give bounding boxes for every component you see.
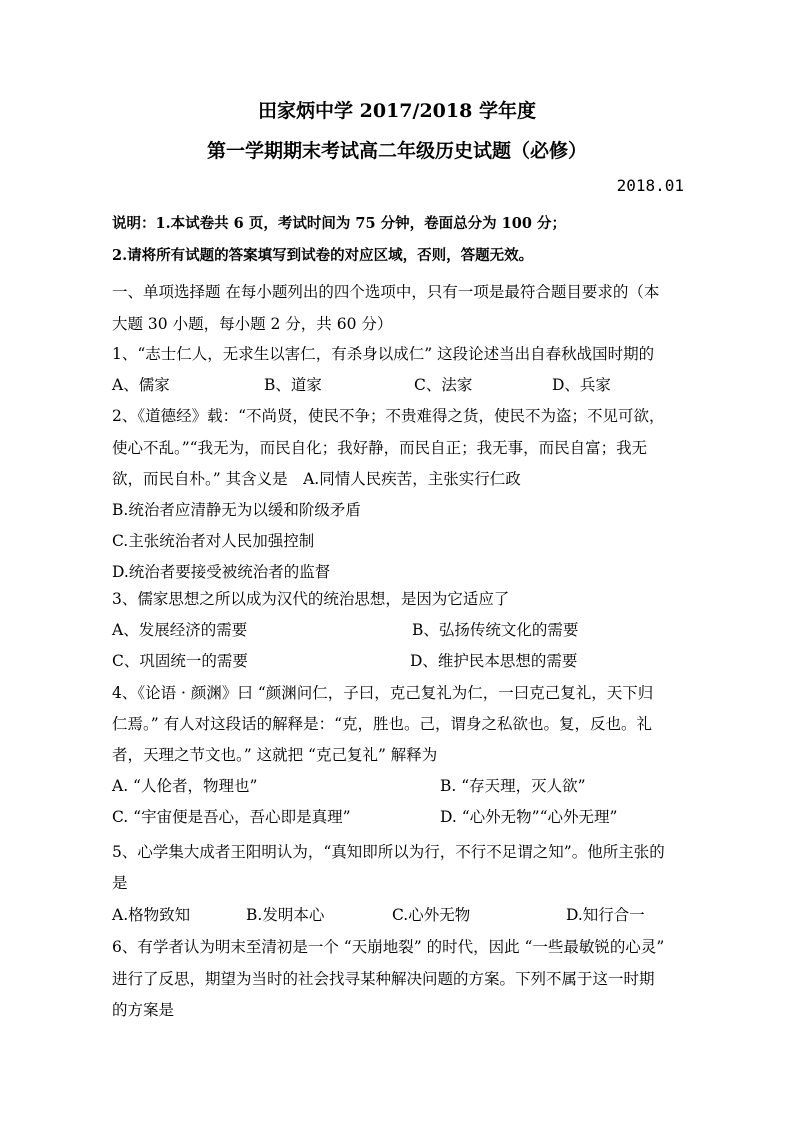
q4-stem-line-3: 者，天理之节文也。” 这就把 “克己复礼” 解释为 bbox=[112, 746, 438, 764]
q6-stem-line-3: 的方案是 bbox=[112, 1001, 175, 1019]
q4-option-d: D. “心外无物”“心外无理” bbox=[440, 808, 618, 826]
q1-option-a: A、儒家 bbox=[112, 376, 170, 394]
q3-option-b: B、弘扬传统文化的需要 bbox=[412, 621, 579, 639]
q2-stem-line-3: 欲，而民自朴。” 其含义是 A.同情人民疾苦，主张实行仁政 bbox=[112, 470, 521, 488]
q1-option-b: B、道家 bbox=[264, 376, 322, 394]
q4-option-a: A. “人伦者，物理也” bbox=[112, 777, 258, 795]
q2-stem-line-1: 2、《道德经》载：“不尚贤，使民不争；不贵难得之货，使民不为盗；不见可欲， bbox=[112, 407, 665, 425]
q2-option-d: D.统治者要接受被统治者的监督 bbox=[112, 563, 331, 581]
q4-option-c: C. “宇宙便是吾心，吾心即是真理” bbox=[112, 808, 351, 826]
section-heading-line-1: 一、单项选择题 在每小题列出的四个选项中，只有一项是最符合题目要求的（本 bbox=[112, 283, 660, 301]
q5-stem-line-1: 5、心学集大成者王阳明认为，“真知即所以为行，不行不足谓之知”。他所主张的 bbox=[112, 843, 665, 861]
q6-stem-line-1: 6、有学者认为明末至清初是一个 “天崩地裂” 的时代，因此 “一些最敏锐的心灵” bbox=[112, 938, 665, 956]
instruction-line-1: 说明：1.本试卷共 6 页，考试时间为 75 分钟，卷面总分为 100 分； bbox=[112, 215, 566, 232]
section-heading-line-2: 大题 30 小题，每小题 2 分，共 60 分） bbox=[112, 315, 393, 333]
q5-option-a: A.格物致知 bbox=[112, 906, 191, 924]
q5-option-d: D.知行合一 bbox=[566, 906, 645, 924]
exam-title: 第一学期期末考试高二年级历史试题（必修） bbox=[206, 140, 587, 162]
q1-option-d: D、兵家 bbox=[552, 376, 611, 394]
q6-stem-line-2: 进行了反思，期望为当时的社会找寻某种解决问题的方案。下列不属于这一时期 bbox=[112, 970, 655, 988]
q4-option-b: B. “存天理，灭人欲” bbox=[440, 777, 586, 795]
q3-option-d: D、维护民本思想的需要 bbox=[410, 652, 578, 670]
q1-stem: 1、“志士仁人，无求生以害仁，有杀身以成仁” 这段论述当出自春秋战国时期的 bbox=[112, 345, 655, 363]
q2-option-b: B.统治者应清静无为以缓和阶级矛盾 bbox=[112, 501, 361, 519]
q3-option-c: C、巩固统一的需要 bbox=[112, 652, 248, 670]
q2-stem-line-2: 使心不乱。”“我无为，而民自化；我好静，而民自正；我无事，而民自富；我无 bbox=[112, 439, 648, 457]
q3-stem: 3、儒家思想之所以成为汉代的统治思想，是因为它适应了 bbox=[112, 590, 510, 608]
q5-stem-line-2: 是 bbox=[112, 874, 128, 892]
q2-option-c: C.主张统治者对人民加强控制 bbox=[112, 532, 315, 550]
q4-stem-line-1: 4、《论语 · 颜渊》曰 “颜渊问仁，子曰，克己复礼为仁，一曰克己复礼，天下归 bbox=[112, 684, 654, 702]
q1-option-c: C、法家 bbox=[414, 376, 473, 394]
instruction-line-2: 2.请将所有试题的答案填写到试卷的对应区域，否则，答题无效。 bbox=[112, 247, 534, 264]
q5-option-b: B.发明本心 bbox=[246, 906, 325, 924]
q5-option-c: C.心外无物 bbox=[392, 906, 471, 924]
school-year-title: 田家炳中学 2017/2018 学年度 bbox=[258, 100, 536, 122]
exam-date: 2018.01 bbox=[616, 176, 684, 195]
q4-stem-line-2: 仁焉。” 有人对这段话的解释是：“克，胜也。己，谓身之私欲也。复，反也。礼 bbox=[112, 715, 653, 733]
q3-option-a: A、发展经济的需要 bbox=[112, 621, 248, 639]
